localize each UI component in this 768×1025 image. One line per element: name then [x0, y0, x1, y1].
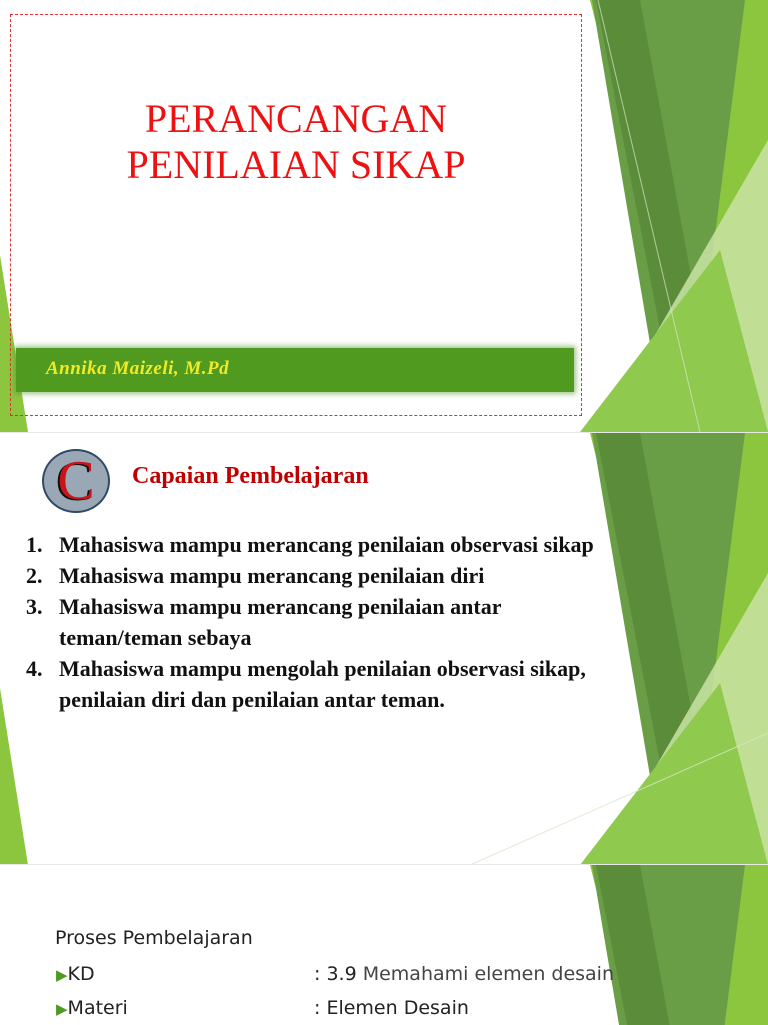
- learning-goals-list: [22, 529, 622, 715]
- kd-code: 3.9: [326, 963, 357, 985]
- row-separator: :: [314, 963, 327, 985]
- list-text: Mahasiswa mampu mengolah penilaian observasi sikap, penilaian diri dan penilaian antar teman.: [59, 656, 586, 712]
- title-line-2: PENILAIAN SIKAP: [126, 142, 466, 187]
- list-item: [22, 591, 622, 653]
- list-text: Mahasiswa mampu merancang penilaian diri: [59, 563, 485, 588]
- list-item: [22, 560, 622, 591]
- kd-row: [56, 963, 615, 985]
- row-value: [314, 963, 614, 985]
- list-text: Mahasiswa mampu merancang penilaian antar teman/teman sebaya: [59, 594, 502, 650]
- slide-learning-outcomes: [0, 432, 768, 865]
- list-item: [22, 653, 622, 715]
- list-number: 4.: [26, 656, 43, 681]
- presentation-title: [10, 96, 582, 188]
- row-label: Materi: [67, 997, 128, 1019]
- slide-title: [0, 0, 768, 432]
- kd-description: Memahami elemen desain: [356, 963, 615, 985]
- section-heading: Capaian Pembelajaran: [132, 463, 369, 489]
- materi-row: [56, 997, 469, 1019]
- list-number: 2.: [26, 563, 43, 588]
- process-title: Proses Pembelajaran: [55, 927, 253, 949]
- slide-learning-process: [0, 864, 768, 1025]
- list-item: [22, 529, 622, 560]
- author-bar: [16, 348, 574, 392]
- row-value: [314, 997, 469, 1019]
- triangle-bullet-icon: ▶: [56, 1000, 68, 1018]
- list-number: 1.: [26, 532, 43, 557]
- list-text: Mahasiswa mampu merancang penilaian observasi sikap: [59, 532, 594, 557]
- author-name: Annika Maizeli, M.Pd: [46, 358, 230, 379]
- title-line-1: PERANCANGAN: [144, 96, 448, 141]
- row-separator: :: [314, 997, 327, 1019]
- c-letter-icon: [42, 449, 110, 513]
- c-letter: C: [57, 450, 95, 512]
- list-number: 3.: [26, 594, 43, 619]
- materi-value: Elemen Desain: [326, 997, 469, 1019]
- row-label: KD: [67, 963, 95, 985]
- triangle-bullet-icon: ▶: [56, 966, 68, 984]
